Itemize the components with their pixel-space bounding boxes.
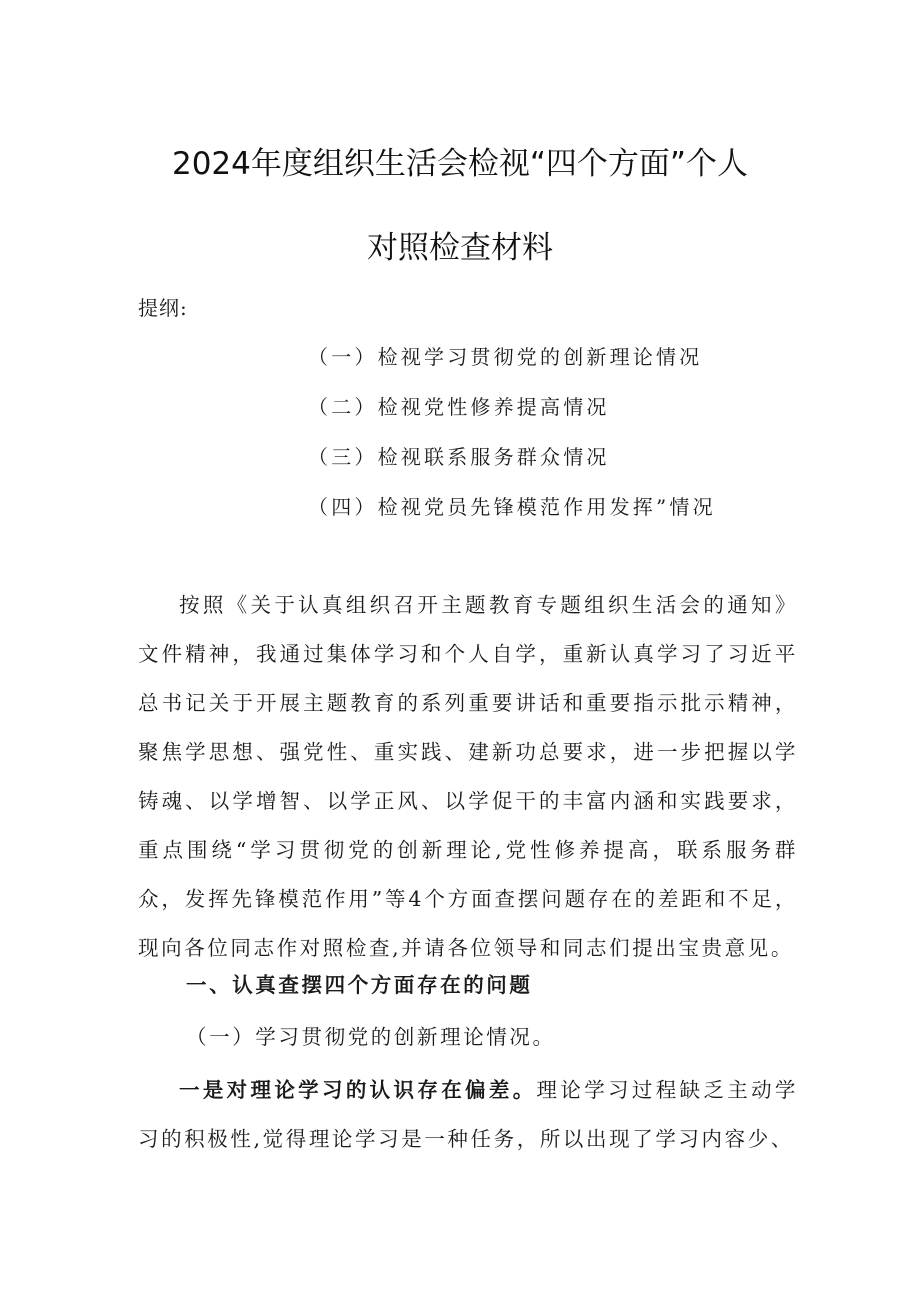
section-heading: 一、认真查摆四个方面存在的问题 <box>186 973 533 997</box>
outline-list <box>308 343 716 543</box>
point-lead-bold: 一是对理论学习的认识存在偏差。 <box>179 1078 537 1102</box>
outline-item: （一）检视学习贯彻党的创新理论情况 <box>308 345 703 369</box>
outline-item: （三）检视联系服务群众情况 <box>308 445 610 469</box>
outline-item: （四）检视党员先锋模范作用发挥”情况 <box>308 495 716 519</box>
point-paragraph <box>138 1066 798 1164</box>
intro-paragraph: 按照《关于认真组织召开主题教育专题组织生活会的通知》文件精神，我通过集体学习和个人自学，重新认真学习了习近平总书记关于开展主题教育的系列重要讲话和重要指示批示精神，聚焦学思想、强党性、重实践、建新功总要求，进一步把握以学铸魂、以学增智、以学正风、以学促干的丰富内涵和实践要求，重点围绕“学习贯彻党的创新理论,党性修养提高，联系服务群众，发挥先锋模范作用”等4个方面查摆问题存在的差距和不足，现向各位同志作对照检查,并请各位领导和同志们提出宝贵意见。 <box>138 593 798 960</box>
outline-item: （二）检视党性修养提高情况 <box>308 395 610 419</box>
outline-label: 提纲: <box>138 296 188 320</box>
subsection-heading: （一）学习贯彻党的创新理论情况。 <box>186 1025 556 1049</box>
point-body-text: 理论学习过程缺乏主动学习的积极性,觉得理论学习是一种任务，所以出现了学习内容少、 <box>138 1078 799 1151</box>
document-title-line-2: 对照检查材料 <box>367 230 553 266</box>
document-title-line-1: 2024年度组织生活会检视“四个方面”个人 <box>171 146 748 182</box>
